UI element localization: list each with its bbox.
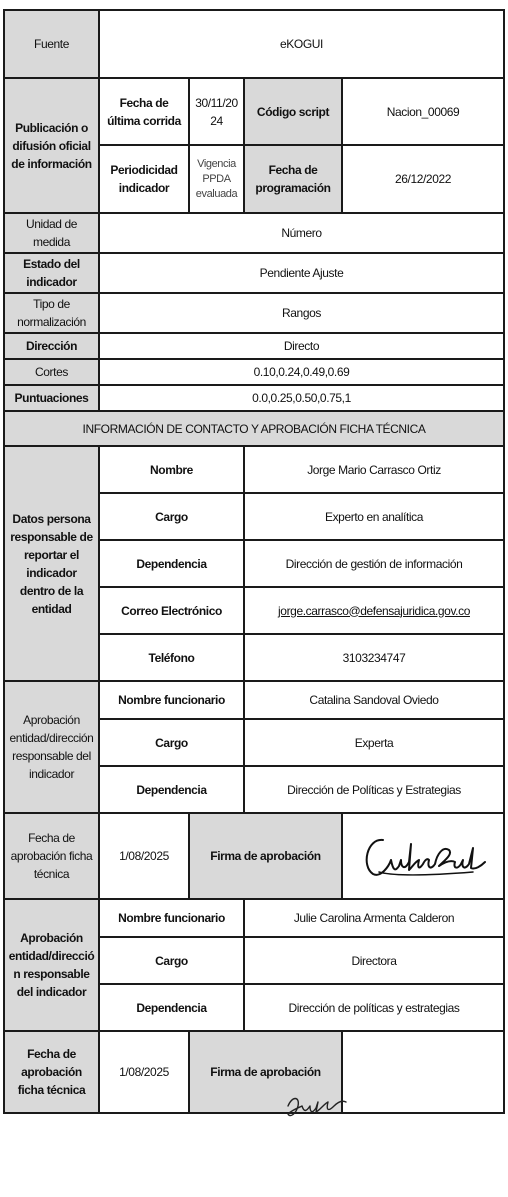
responsable-cargo-label: Cargo bbox=[99, 493, 244, 540]
unidad-medida-label: Unidad de medida bbox=[4, 213, 99, 253]
row-puntuaciones bbox=[4, 385, 504, 411]
aprobacion2-fecha-label: Fecha de aprobación ficha técnica bbox=[4, 1031, 99, 1113]
fecha-ultima-corrida-label: Fecha de última corrida bbox=[99, 78, 189, 145]
fuente-label: Fuente bbox=[4, 10, 99, 78]
puntuaciones-value: 0.0,0.25,0.50,0.75,1 bbox=[99, 385, 504, 411]
aprobacion2-cargo-label: Cargo bbox=[99, 937, 244, 984]
aprobacion1-fecha-value: 1/08/2025 bbox=[99, 813, 189, 899]
responsable-correo-cell bbox=[244, 587, 504, 634]
responsable-label: Datos persona responsable de reportar el indicador dentro de la entidad bbox=[4, 446, 99, 681]
responsable-nombre-label: Nombre bbox=[99, 446, 244, 493]
periodicidad-label: Periodicidad indicador bbox=[99, 145, 189, 213]
aprobacion2-cargo-value: Directora bbox=[244, 937, 504, 984]
aprobacion1-label: Aprobación entidad/dirección responsable del indicador bbox=[4, 681, 99, 813]
codigo-script-value: Nacion_00069 bbox=[342, 78, 504, 145]
row-cortes bbox=[4, 359, 504, 385]
aprobacion2-funcionario-label: Nombre funcionario bbox=[99, 899, 244, 937]
responsable-dependencia-value: Dirección de gestión de información bbox=[244, 540, 504, 587]
puntuaciones-label: Puntuaciones bbox=[4, 385, 99, 411]
aprobacion2-funcionario-value: Julie Carolina Armenta Calderon bbox=[244, 899, 504, 937]
estado-value: Pendiente Ajuste bbox=[99, 253, 504, 293]
aprobacion2-fecha-value: 1/08/2025 bbox=[99, 1031, 189, 1113]
codigo-script-label: Código script bbox=[244, 78, 342, 145]
signature-icon bbox=[353, 826, 493, 886]
responsable-telefono-label: Teléfono bbox=[99, 634, 244, 681]
direccion-value: Directo bbox=[99, 333, 504, 359]
normalizacion-value: Rangos bbox=[99, 293, 504, 333]
aprobacion1-cargo-value: Experta bbox=[244, 719, 504, 766]
responsable-telefono-value: 3103234747 bbox=[244, 634, 504, 681]
cortes-label: Cortes bbox=[4, 359, 99, 385]
fecha-ultima-corrida-value: 30/11/2024 bbox=[189, 78, 244, 145]
row-fuente bbox=[4, 10, 504, 78]
responsable-dependencia-label: Dependencia bbox=[99, 540, 244, 587]
row-aprobacion1-fecha bbox=[4, 813, 504, 899]
aprobacion1-cargo-label: Cargo bbox=[99, 719, 244, 766]
aprobacion1-dependencia-value: Dirección de Políticas y Estrategias bbox=[244, 766, 504, 813]
responsable-correo-label: Correo Electrónico bbox=[99, 587, 244, 634]
seccion-contacto-header: INFORMACIÓN DE CONTACTO Y APROBACIÓN FICHA TÉCNICA bbox=[4, 411, 504, 446]
row-seccion-contacto bbox=[4, 411, 504, 446]
aprobacion2-firma-label: Firma de aprobación bbox=[189, 1031, 342, 1113]
row-aprobacion1-funcionario bbox=[4, 681, 504, 719]
normalizacion-label: Tipo de normalización bbox=[4, 293, 99, 333]
row-estado bbox=[4, 253, 504, 293]
row-direccion bbox=[4, 333, 504, 359]
cortes-value: 0.10,0.24,0.49,0.69 bbox=[99, 359, 504, 385]
responsable-cargo-value: Experto en analítica bbox=[244, 493, 504, 540]
publicacion-label: Publicación o difusión oficial de información bbox=[4, 78, 99, 213]
row-responsable-nombre bbox=[4, 446, 504, 493]
fecha-programacion-label: Fecha de programación bbox=[244, 145, 342, 213]
row-unidad-medida bbox=[4, 213, 504, 253]
estado-label: Estado del indicador bbox=[4, 253, 99, 293]
row-aprobacion2-fecha bbox=[4, 1031, 504, 1113]
aprobacion1-funcionario-value: Catalina Sandoval Oviedo bbox=[244, 681, 504, 719]
responsable-nombre-value: Jorge Mario Carrasco Ortiz bbox=[244, 446, 504, 493]
aprobacion2-dependencia-label: Dependencia bbox=[99, 984, 244, 1031]
periodicidad-value: Vigencia PPDA evaluada bbox=[189, 145, 244, 213]
aprobacion2-dependencia-value: Dirección de políticas y estrategias bbox=[244, 984, 504, 1031]
fecha-programacion-value: 26/12/2022 bbox=[342, 145, 504, 213]
aprobacion1-dependencia-label: Dependencia bbox=[99, 766, 244, 813]
aprobacion1-fecha-label: Fecha de aprobación ficha técnica bbox=[4, 813, 99, 899]
responsable-correo-link[interactable]: jorge.carrasco@defensajuridica.gov.co bbox=[278, 603, 470, 618]
unidad-medida-value: Número bbox=[99, 213, 504, 253]
aprobacion1-firma-label: Firma de aprobación bbox=[189, 813, 342, 899]
row-publicacion-1 bbox=[4, 78, 504, 145]
row-aprobacion2-funcionario bbox=[4, 899, 504, 937]
fuente-value: eKOGUI bbox=[99, 10, 504, 78]
direccion-label: Dirección bbox=[4, 333, 99, 359]
row-normalizacion bbox=[4, 293, 504, 333]
aprobacion2-firma-cell bbox=[342, 1031, 504, 1113]
signature2-icon bbox=[282, 1088, 352, 1122]
aprobacion1-firma-cell bbox=[342, 813, 504, 899]
ficha-tecnica-table bbox=[3, 9, 505, 1114]
aprobacion1-funcionario-label: Nombre funcionario bbox=[99, 681, 244, 719]
aprobacion2-label: Aprobación entidad/dirección responsable del indicador bbox=[4, 899, 99, 1031]
